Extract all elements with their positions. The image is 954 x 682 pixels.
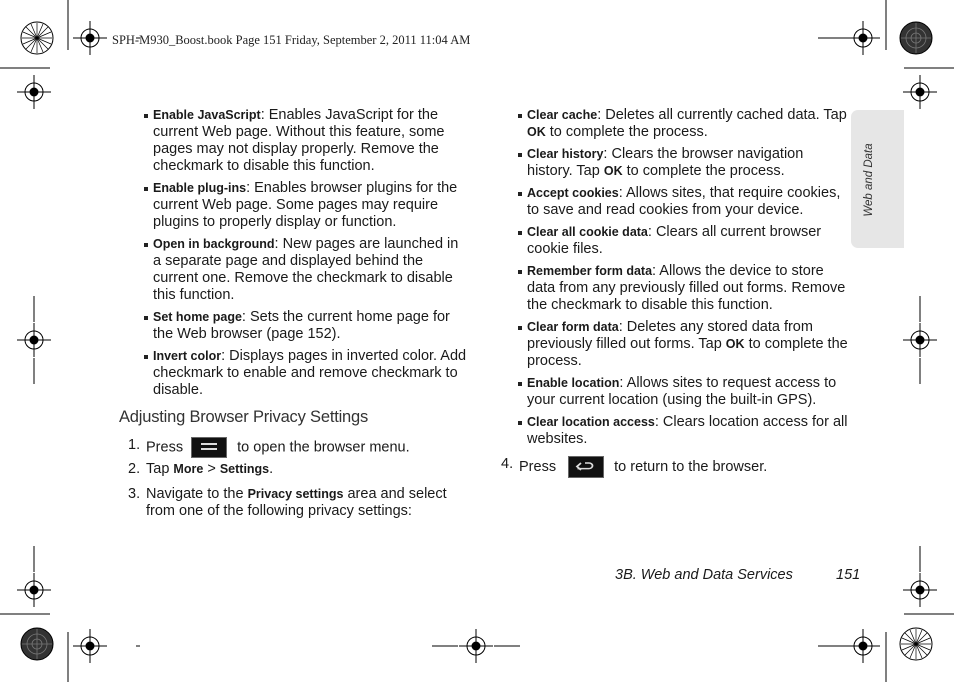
list-item <box>518 224 848 258</box>
bullet-tail: to complete the process. <box>622 163 785 179</box>
list-item <box>518 185 848 219</box>
right-bullet-list <box>518 107 848 453</box>
ok-term: OK <box>527 125 546 139</box>
list-item <box>518 375 848 409</box>
bullet-tail: to complete the process. <box>527 336 848 369</box>
list-item <box>144 236 470 304</box>
registration-mark-icon <box>846 629 880 663</box>
side-tab <box>851 110 904 248</box>
registration-mark-icon <box>17 75 51 109</box>
bullet-text: : Sets the current home page for the Web browser (page 152). <box>153 309 450 342</box>
step-number: 2. <box>128 461 141 477</box>
bullet-term: Invert color <box>153 349 222 363</box>
step-text: to open the browser menu. <box>237 439 410 456</box>
list-item <box>144 348 470 399</box>
registration-mark-icon <box>846 21 880 55</box>
list-item <box>518 414 848 448</box>
bullet-term: Clear form data <box>527 320 619 334</box>
bullet-term: Enable location <box>527 376 620 390</box>
list-item <box>518 107 848 141</box>
bullet-text: : Allows sites, that require cookies, to save and read cookies from your device. <box>527 185 841 218</box>
ok-term: OK <box>603 164 623 178</box>
bullet-tail: to complete the process. <box>545 124 708 140</box>
list-item <box>144 309 470 343</box>
bullet-text: : Allows the device to store data from any previously filled out forms. Remove the checkmark to disable this function. <box>527 263 846 313</box>
step-text: to return to the browser. <box>614 458 768 475</box>
step-text: Press <box>519 458 557 475</box>
back-key-icon <box>568 456 604 478</box>
footer-page-number: 151 <box>836 567 861 583</box>
step-term-more: More <box>173 462 204 476</box>
step-4 <box>501 456 839 478</box>
footer-section: 3B. Web and Data Services <box>615 567 793 583</box>
list-item <box>144 107 470 175</box>
step-1 <box>128 437 466 458</box>
step-number: 4. <box>501 456 514 472</box>
book-header: SPH-M930_Boost.book Page 151 Friday, September 2, 2011 11:04 AM <box>112 33 471 47</box>
step-text: area and select from one of the following privacy settings: <box>146 486 447 519</box>
menu-key-icon <box>191 437 227 458</box>
ok-term: OK <box>725 337 745 351</box>
registration-mark-icon <box>73 629 107 663</box>
bullet-term: Remember form data <box>527 264 653 278</box>
bullet-term: Clear cache <box>527 108 598 122</box>
bullet-text: : Deletes any stored data from previously filled out forms. Tap <box>527 319 813 352</box>
step-text: Tap <box>146 461 174 477</box>
bullet-text: : Clears location access for all websites. <box>527 414 848 447</box>
registration-mark-icon <box>73 21 107 55</box>
list-item <box>518 319 848 370</box>
registration-mark-icon <box>21 22 53 54</box>
step-3 <box>128 486 466 520</box>
bullet-term: Set home page <box>153 310 242 324</box>
bullet-term: Enable JavaScript <box>153 108 261 122</box>
registration-mark-icon <box>903 323 937 357</box>
section-heading: Adjusting Browser Privacy Settings <box>119 408 369 426</box>
bullet-text: : Enables JavaScript for the current Web page. Without this feature, some pages may not display properly. Remove the checkmark to disable this function. <box>153 107 445 174</box>
registration-mark-icon <box>903 75 937 109</box>
bullet-term: Open in background <box>153 237 275 251</box>
bullet-text: : Allows sites to request access to your current location (using the built-in GPS). <box>527 375 837 408</box>
bullet-text: : Enables browser plugins for the current Web page. Some pages may require plugins to properly display or function. <box>153 180 458 230</box>
step-text: Press <box>146 439 184 456</box>
registration-mark-icon <box>21 628 53 660</box>
step-term-settings: Settings <box>219 462 270 476</box>
bullet-term: Accept cookies <box>527 186 619 200</box>
bullet-text: : Clears the browser navigation history. Tap <box>527 146 804 179</box>
step-term: Privacy settings <box>247 487 344 501</box>
list-item <box>518 263 848 314</box>
bullet-term: Enable plug-ins <box>153 181 247 195</box>
step-text: Navigate to the <box>146 486 248 502</box>
list-item <box>518 146 848 180</box>
step-number: 3. <box>128 486 141 502</box>
bullet-term: Clear history <box>527 147 604 161</box>
side-tab-label: Web and Data <box>863 143 875 217</box>
step-separator: > <box>203 461 220 477</box>
list-item <box>144 180 470 231</box>
left-bullet-list <box>144 107 470 404</box>
registration-mark-icon <box>17 573 51 607</box>
bullet-text: : Clears all current browser cookie files. <box>527 224 822 257</box>
registration-mark-icon <box>900 628 932 660</box>
bullet-text: : New pages are launched in a separate page and displayed behind the current one. Remove the checkmark to disable this function. <box>153 236 459 303</box>
registration-mark-icon <box>17 323 51 357</box>
registration-mark-icon <box>903 573 937 607</box>
step-2 <box>128 461 466 478</box>
step-number: 1. <box>128 437 141 453</box>
step-text: . <box>269 461 274 477</box>
registration-mark-icon <box>900 22 932 54</box>
bullet-term: Clear location access <box>527 415 655 429</box>
registration-mark-icon <box>459 629 493 663</box>
bullet-text: : Deletes all currently cached data. Tap <box>597 107 847 123</box>
bullet-text: : Displays pages in inverted color. Add checkmark to enable and remove checkmark to disable. <box>153 348 467 398</box>
bullet-term: Clear all cookie data <box>527 225 648 239</box>
